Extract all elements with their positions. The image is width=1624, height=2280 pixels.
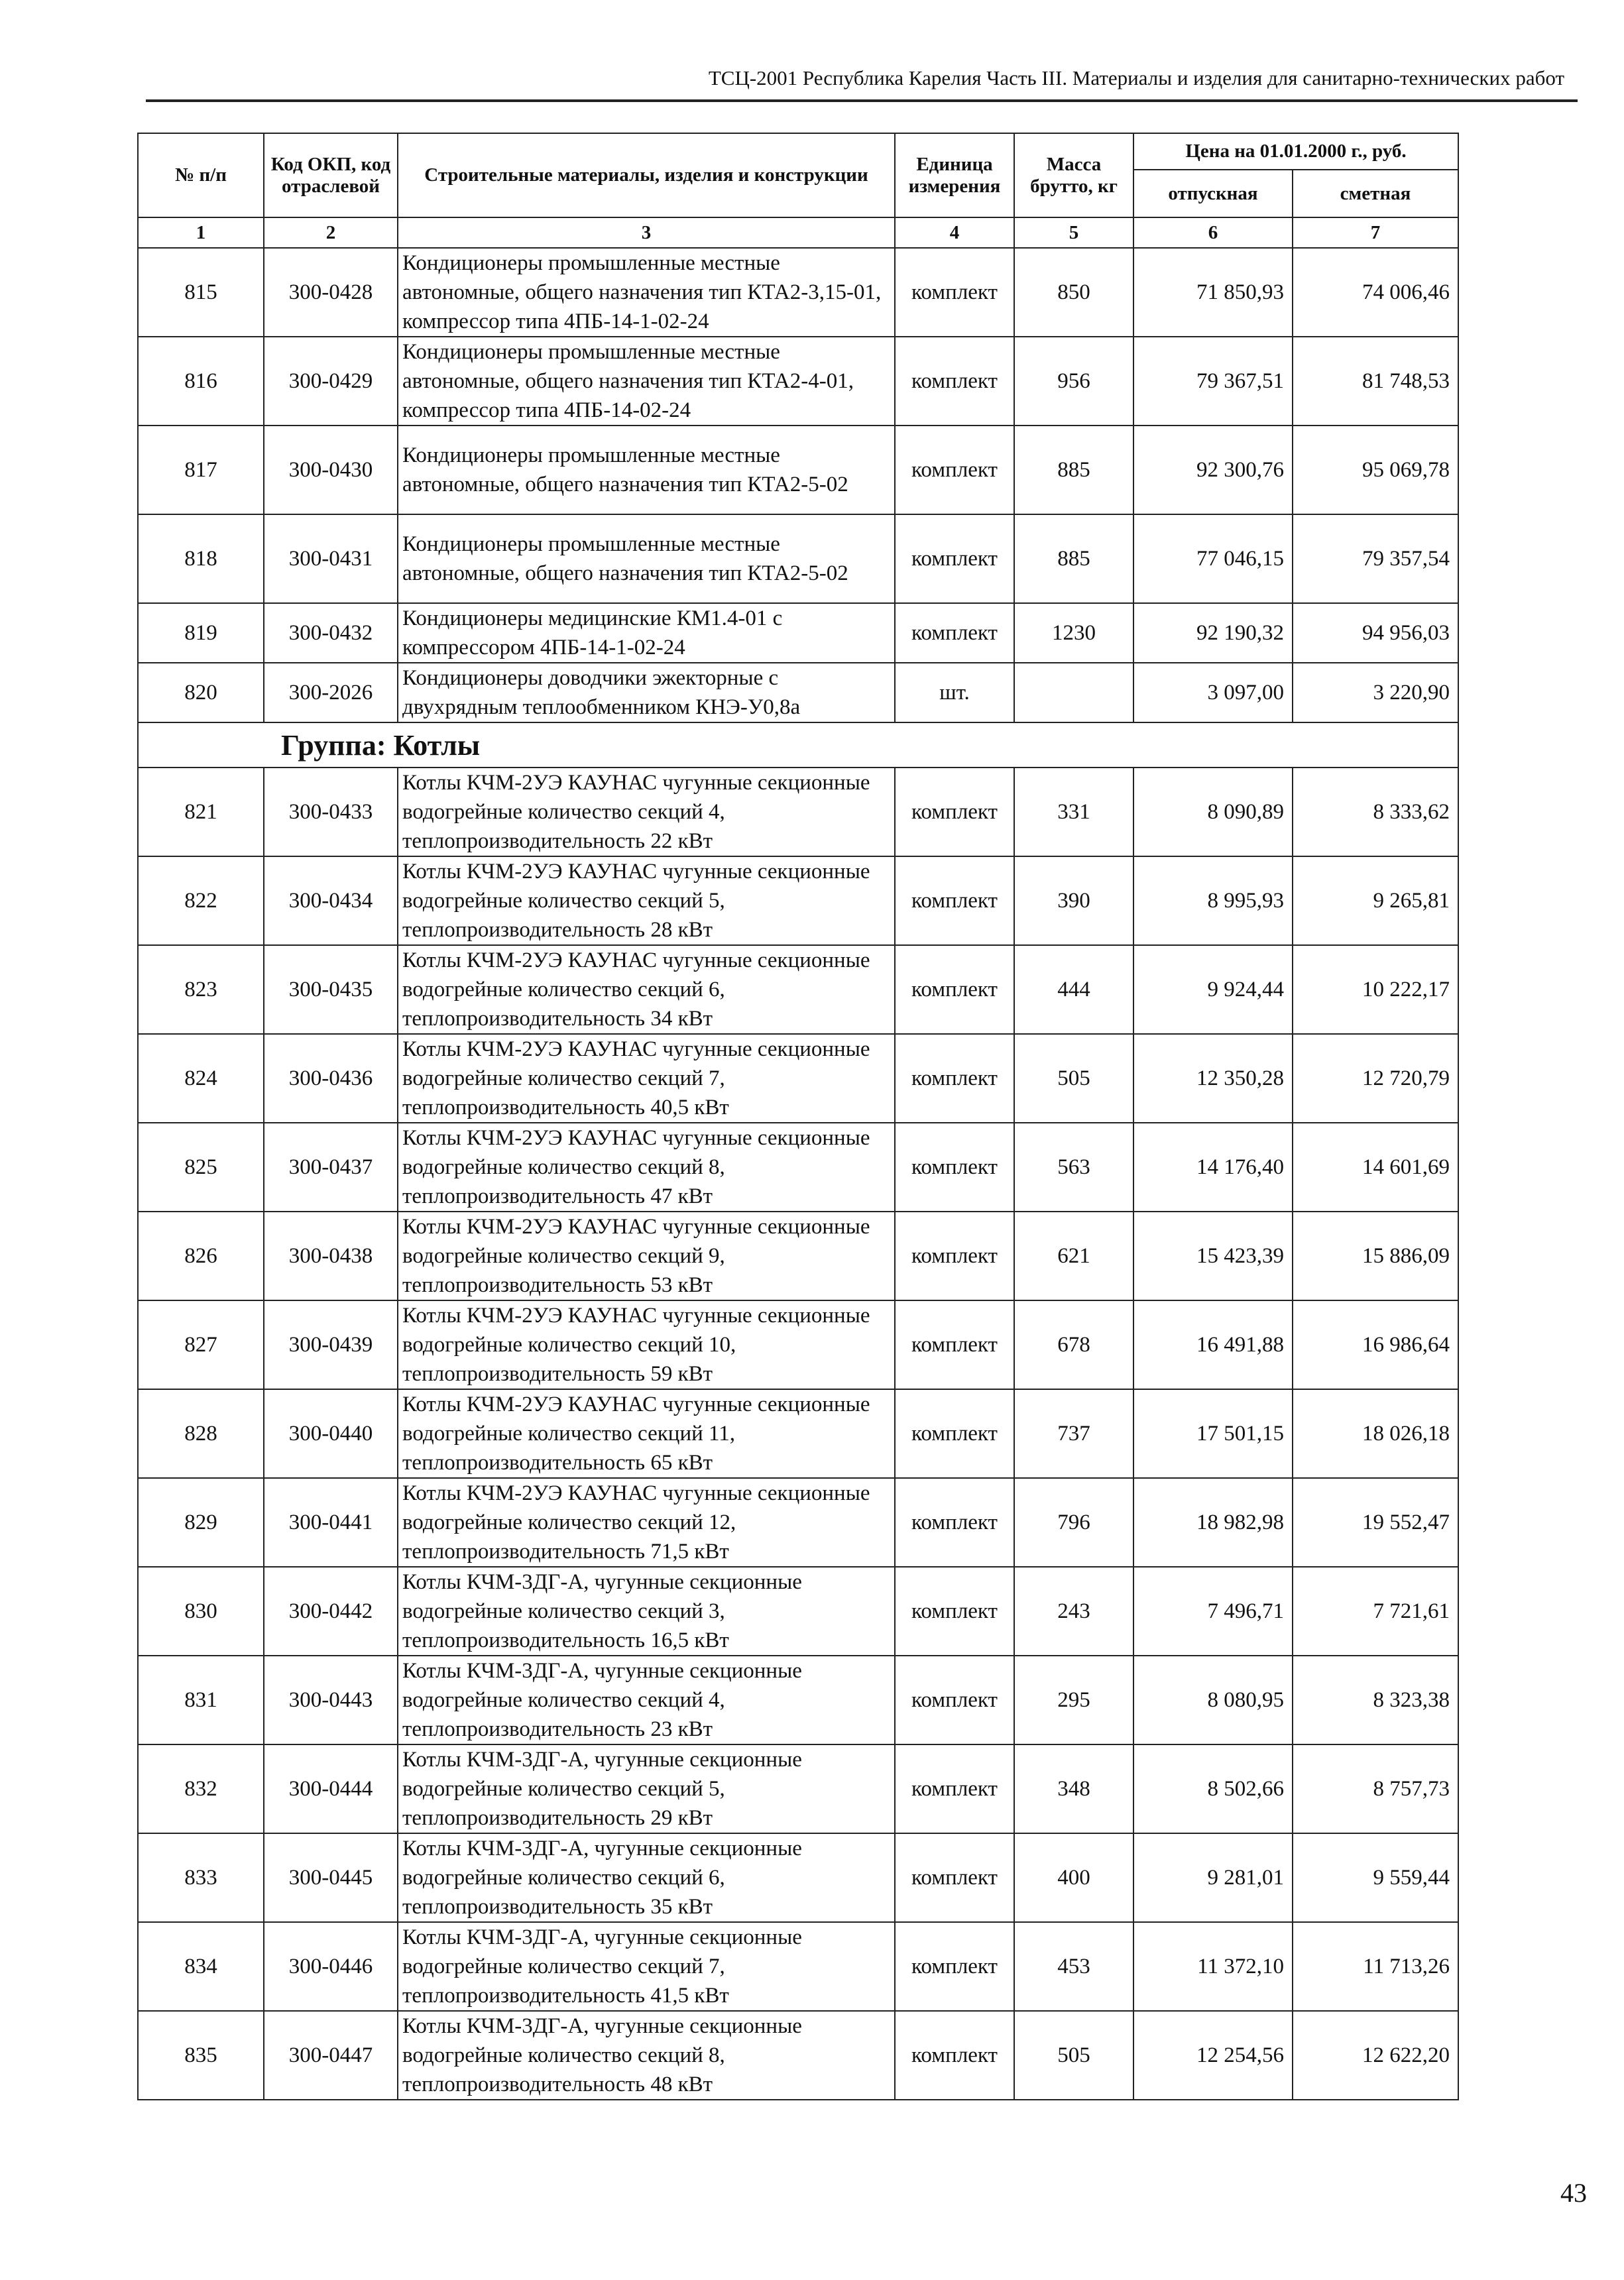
row-number: 824 — [138, 1034, 264, 1123]
unit-of-measure: комплект — [895, 1300, 1014, 1389]
column-number: 5 — [1014, 217, 1133, 248]
okp-code: 300-0441 — [264, 1478, 398, 1567]
gross-mass: 243 — [1014, 1567, 1133, 1656]
release-price: 8 995,93 — [1133, 856, 1293, 945]
row-number: 833 — [138, 1833, 264, 1922]
item-name: Котлы КЧМ-3ДГ-А, чугунные секционные водогрейные количество секций 6, теплопроизводительность 35 кВт — [398, 1833, 895, 1922]
okp-code: 300-0440 — [264, 1389, 398, 1478]
okp-code: 300-0446 — [264, 1922, 398, 2011]
item-name: Котлы КЧМ-3ДГ-А, чугунные секционные водогрейные количество секций 3, теплопроизводительность 16,5 кВт — [398, 1567, 895, 1656]
okp-code: 300-0445 — [264, 1833, 398, 1922]
unit-of-measure: комплект — [895, 856, 1014, 945]
unit-of-measure: шт. — [895, 663, 1014, 722]
header-mass: Масса брутто, кг — [1014, 133, 1133, 217]
table-row — [138, 1123, 1458, 1212]
table-row — [138, 768, 1458, 856]
running-header: ТСЦ-2001 Республика Карелия Часть III. Материалы и изделия для санитарно-технических работ — [708, 66, 1564, 89]
column-number: 3 — [398, 217, 895, 248]
row-number: 817 — [138, 426, 264, 514]
unit-of-measure: комплект — [895, 514, 1014, 603]
item-name: Котлы КЧМ-2УЭ КАУНАС чугунные секционные водогрейные количество секций 9, теплопроизводительность 53 кВт — [398, 1212, 895, 1300]
unit-of-measure: комплект — [895, 1567, 1014, 1656]
release-price: 18 982,98 — [1133, 1478, 1293, 1567]
item-name: Котлы КЧМ-3ДГ-А, чугунные секционные водогрейные количество секций 5, теплопроизводительность 29 кВт — [398, 1744, 895, 1833]
estimate-price: 15 886,09 — [1293, 1212, 1458, 1300]
estimate-price: 12 720,79 — [1293, 1034, 1458, 1123]
gross-mass: 956 — [1014, 337, 1133, 426]
estimate-price: 12 622,20 — [1293, 2011, 1458, 2100]
table-row — [138, 2011, 1458, 2100]
unit-of-measure: комплект — [895, 1389, 1014, 1478]
release-price: 17 501,15 — [1133, 1389, 1293, 1478]
release-price: 9 281,01 — [1133, 1833, 1293, 1922]
column-number: 2 — [264, 217, 398, 248]
item-name: Кондиционеры промышленные местные автономные, общего назначения тип КТА2-4-01, компрессор типа 4ПБ-14-02-24 — [398, 337, 895, 426]
table-row — [138, 603, 1458, 663]
release-price: 12 254,56 — [1133, 2011, 1293, 2100]
gross-mass: 453 — [1014, 1922, 1133, 2011]
okp-code: 300-0433 — [264, 768, 398, 856]
unit-of-measure: комплект — [895, 1034, 1014, 1123]
column-number: 1 — [138, 217, 264, 248]
okp-code: 300-0429 — [264, 337, 398, 426]
row-number: 828 — [138, 1389, 264, 1478]
price-table — [137, 133, 1459, 2100]
table-row — [138, 1478, 1458, 1567]
okp-code: 300-0444 — [264, 1744, 398, 1833]
release-price: 11 372,10 — [1133, 1922, 1293, 2011]
row-number: 823 — [138, 945, 264, 1034]
gross-mass: 737 — [1014, 1389, 1133, 1478]
page-number: 43 — [1560, 2178, 1587, 2208]
estimate-price: 8 757,73 — [1293, 1744, 1458, 1833]
item-name: Кондиционеры доводчики эжекторные с двухрядным теплообменником КНЭ-У0,8а — [398, 663, 895, 722]
okp-code: 300-0430 — [264, 426, 398, 514]
unit-of-measure: комплект — [895, 1922, 1014, 2011]
release-price: 3 097,00 — [1133, 663, 1293, 722]
release-price: 77 046,15 — [1133, 514, 1293, 603]
group-heading: Группа: Котлы — [138, 722, 1458, 768]
item-name: Котлы КЧМ-2УЭ КАУНАС чугунные секционные водогрейные количество секций 5, теплопроизводительность 28 кВт — [398, 856, 895, 945]
estimate-price: 7 721,61 — [1293, 1567, 1458, 1656]
item-name: Кондиционеры промышленные местные автономные, общего назначения тип КТА2-5-02 — [398, 514, 895, 603]
estimate-price: 19 552,47 — [1293, 1478, 1458, 1567]
gross-mass: 390 — [1014, 856, 1133, 945]
row-number: 827 — [138, 1300, 264, 1389]
unit-of-measure: комплект — [895, 1833, 1014, 1922]
header-name: Строительные материалы, изделия и конструкции — [398, 133, 895, 217]
row-number: 831 — [138, 1656, 264, 1744]
row-number: 834 — [138, 1922, 264, 2011]
estimate-price: 18 026,18 — [1293, 1389, 1458, 1478]
okp-code: 300-0437 — [264, 1123, 398, 1212]
item-name: Котлы КЧМ-3ДГ-А, чугунные секционные водогрейные количество секций 4, теплопроизводительность 23 кВт — [398, 1656, 895, 1744]
gross-mass: 563 — [1014, 1123, 1133, 1212]
gross-mass: 850 — [1014, 248, 1133, 337]
unit-of-measure: комплект — [895, 248, 1014, 337]
gross-mass: 678 — [1014, 1300, 1133, 1389]
group-row — [138, 722, 1458, 768]
estimate-price: 9 265,81 — [1293, 856, 1458, 945]
gross-mass: 348 — [1014, 1744, 1133, 1833]
row-number: 818 — [138, 514, 264, 603]
gross-mass: 885 — [1014, 514, 1133, 603]
release-price: 8 080,95 — [1133, 1656, 1293, 1744]
estimate-price: 11 713,26 — [1293, 1922, 1458, 2011]
table-row — [138, 1833, 1458, 1922]
okp-code: 300-0447 — [264, 2011, 398, 2100]
row-number: 819 — [138, 603, 264, 663]
row-number: 832 — [138, 1744, 264, 1833]
table-row — [138, 1567, 1458, 1656]
release-price: 8 090,89 — [1133, 768, 1293, 856]
okp-code: 300-0434 — [264, 856, 398, 945]
okp-code: 300-0431 — [264, 514, 398, 603]
okp-code: 300-0432 — [264, 603, 398, 663]
item-name: Кондиционеры медицинские КМ1.4-01 с компрессором 4ПБ-14-1-02-24 — [398, 603, 895, 663]
gross-mass: 885 — [1014, 426, 1133, 514]
table-row — [138, 248, 1458, 337]
release-price: 7 496,71 — [1133, 1567, 1293, 1656]
row-number: 826 — [138, 1212, 264, 1300]
release-price: 16 491,88 — [1133, 1300, 1293, 1389]
okp-code: 300-2026 — [264, 663, 398, 722]
item-name: Котлы КЧМ-2УЭ КАУНАС чугунные секционные водогрейные количество секций 12, теплопроизводительность 71,5 кВт — [398, 1478, 895, 1567]
gross-mass: 1230 — [1014, 603, 1133, 663]
row-number: 830 — [138, 1567, 264, 1656]
item-name: Котлы КЧМ-2УЭ КАУНАС чугунные секционные водогрейные количество секций 7, теплопроизводительность 40,5 кВт — [398, 1034, 895, 1123]
release-price: 92 190,32 — [1133, 603, 1293, 663]
gross-mass: 505 — [1014, 1034, 1133, 1123]
item-name: Котлы КЧМ-3ДГ-А, чугунные секционные водогрейные количество секций 8, теплопроизводительность 48 кВт — [398, 2011, 895, 2100]
table-row — [138, 663, 1458, 722]
release-price: 71 850,93 — [1133, 248, 1293, 337]
table-row — [138, 1212, 1458, 1300]
estimate-price: 9 559,44 — [1293, 1833, 1458, 1922]
table-body — [138, 217, 1458, 2100]
header-unit: Единица измерения — [895, 133, 1014, 217]
okp-code: 300-0439 — [264, 1300, 398, 1389]
table-row — [138, 856, 1458, 945]
table-row — [138, 514, 1458, 603]
unit-of-measure: комплект — [895, 768, 1014, 856]
unit-of-measure: комплект — [895, 1212, 1014, 1300]
release-price: 14 176,40 — [1133, 1123, 1293, 1212]
table-row — [138, 1300, 1458, 1389]
table-row — [138, 1389, 1458, 1478]
item-name: Котлы КЧМ-2УЭ КАУНАС чугунные секционные водогрейные количество секций 11, теплопроизводительность 65 кВт — [398, 1389, 895, 1478]
table-row — [138, 426, 1458, 514]
row-number: 825 — [138, 1123, 264, 1212]
table-row — [138, 945, 1458, 1034]
unit-of-measure: комплект — [895, 945, 1014, 1034]
column-number: 7 — [1293, 217, 1458, 248]
table-row — [138, 1922, 1458, 2011]
header-rule — [146, 99, 1578, 102]
gross-mass: 444 — [1014, 945, 1133, 1034]
estimate-price: 74 006,46 — [1293, 248, 1458, 337]
release-price: 9 924,44 — [1133, 945, 1293, 1034]
gross-mass: 796 — [1014, 1478, 1133, 1567]
okp-code: 300-0436 — [264, 1034, 398, 1123]
header-no: № п/п — [138, 133, 264, 217]
estimate-price: 94 956,03 — [1293, 603, 1458, 663]
estimate-price: 79 357,54 — [1293, 514, 1458, 603]
row-number: 822 — [138, 856, 264, 945]
row-number: 835 — [138, 2011, 264, 2100]
estimate-price: 16 986,64 — [1293, 1300, 1458, 1389]
item-name: Котлы КЧМ-2УЭ КАУНАС чугунные секционные водогрейные количество секций 6, теплопроизводительность 34 кВт — [398, 945, 895, 1034]
okp-code: 300-0442 — [264, 1567, 398, 1656]
item-name: Котлы КЧМ-2УЭ КАУНАС чугунные секционные водогрейные количество секций 10, теплопроизводительность 59 кВт — [398, 1300, 895, 1389]
unit-of-measure: комплект — [895, 2011, 1014, 2100]
item-name: Котлы КЧМ-2УЭ КАУНАС чугунные секционные водогрейные количество секций 8, теплопроизводительность 47 кВт — [398, 1123, 895, 1212]
release-price: 8 502,66 — [1133, 1744, 1293, 1833]
header-code: Код ОКП, код отраслевой — [264, 133, 398, 217]
gross-mass — [1014, 663, 1133, 722]
item-name: Котлы КЧМ-2УЭ КАУНАС чугунные секционные водогрейные количество секций 4, теплопроизводительность 22 кВт — [398, 768, 895, 856]
release-price: 15 423,39 — [1133, 1212, 1293, 1300]
unit-of-measure: комплект — [895, 1478, 1014, 1567]
estimate-price: 10 222,17 — [1293, 945, 1458, 1034]
okp-code: 300-0438 — [264, 1212, 398, 1300]
estimate-price: 8 333,62 — [1293, 768, 1458, 856]
unit-of-measure: комплект — [895, 426, 1014, 514]
gross-mass: 400 — [1014, 1833, 1133, 1922]
release-price: 79 367,51 — [1133, 337, 1293, 426]
header-price-estimate: сметная — [1293, 170, 1458, 217]
estimate-price: 81 748,53 — [1293, 337, 1458, 426]
okp-code: 300-0443 — [264, 1656, 398, 1744]
row-number: 820 — [138, 663, 264, 722]
gross-mass: 505 — [1014, 2011, 1133, 2100]
estimate-price: 8 323,38 — [1293, 1656, 1458, 1744]
unit-of-measure: комплект — [895, 1123, 1014, 1212]
estimate-price: 14 601,69 — [1293, 1123, 1458, 1212]
gross-mass: 331 — [1014, 768, 1133, 856]
unit-of-measure: комплект — [895, 337, 1014, 426]
item-name: Кондиционеры промышленные местные автономные, общего назначения тип КТА2-5-02 — [398, 426, 895, 514]
okp-code: 300-0435 — [264, 945, 398, 1034]
item-name: Кондиционеры промышленные местные автономные, общего назначения тип КТА2-3,15-01, компрессор типа 4ПБ-14-1-02-24 — [398, 248, 895, 337]
estimate-price: 3 220,90 — [1293, 663, 1458, 722]
unit-of-measure: комплект — [895, 603, 1014, 663]
release-price: 92 300,76 — [1133, 426, 1293, 514]
okp-code: 300-0428 — [264, 248, 398, 337]
header-price-group: Цена на 01.01.2000 г., руб. — [1133, 133, 1458, 170]
release-price: 12 350,28 — [1133, 1034, 1293, 1123]
gross-mass: 295 — [1014, 1656, 1133, 1744]
gross-mass: 621 — [1014, 1212, 1133, 1300]
table-row — [138, 1034, 1458, 1123]
row-number: 815 — [138, 248, 264, 337]
table-row — [138, 1744, 1458, 1833]
unit-of-measure: комплект — [895, 1656, 1014, 1744]
item-name: Котлы КЧМ-3ДГ-А, чугунные секционные водогрейные количество секций 7, теплопроизводительность 41,5 кВт — [398, 1922, 895, 2011]
column-number: 4 — [895, 217, 1014, 248]
row-number: 816 — [138, 337, 264, 426]
unit-of-measure: комплект — [895, 1744, 1014, 1833]
table-row — [138, 337, 1458, 426]
header-price-release: отпускная — [1133, 170, 1293, 217]
row-number: 829 — [138, 1478, 264, 1567]
estimate-price: 95 069,78 — [1293, 426, 1458, 514]
column-numbers-row — [138, 217, 1458, 248]
row-number: 821 — [138, 768, 264, 856]
column-number: 6 — [1133, 217, 1293, 248]
table-row — [138, 1656, 1458, 1744]
